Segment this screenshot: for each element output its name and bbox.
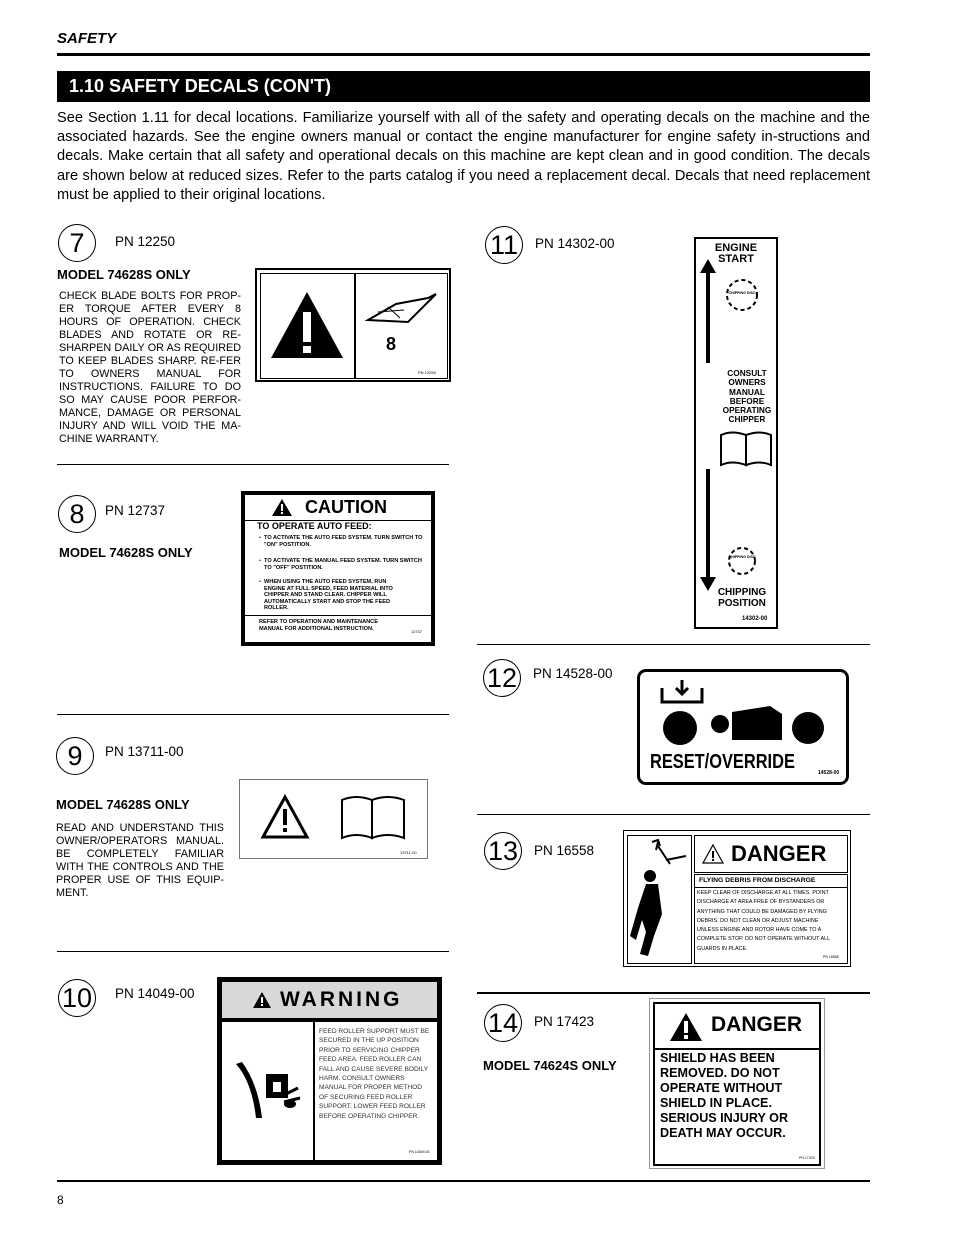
divider (477, 992, 870, 994)
warning-heading: WARNING (280, 988, 403, 1011)
decal-manual-panel (355, 273, 448, 379)
disc-label: CHIPPING DISC (728, 555, 756, 559)
model-label: MODEL 74628S ONLY (57, 267, 191, 282)
part-number: PN 14049-00 (115, 986, 195, 1001)
decal-number-14: 14 (484, 1004, 522, 1042)
page-number: 8 (57, 1193, 64, 1207)
caution-body: TO OPERATE AUTO FEED: • TO ACTIVATE THE AUTO FEED SYSTEM. TURN SWITCH TO "ON" POSTITION. • TO ACTIVATE THE MANUAL FEED SYSTEM. TURN SWITCH TO "OFF" POSTITION. • WHEN USING THE AUTO FEED SYSTEM, RUN ENGINE AT FULL SPEED, FEED MATERIAL INTO CHIPPER AND STAND CLEAR. CHIPPER WILL AUTOMATICALLY START AND STOP THE FEED ROLLER. REFER TO OPERATION AND MAINTENANCE MANUAL FOR ADDITIONAL INSTRUCTION. 12737 (245, 521, 431, 642)
reset-override-label: RESET/OVERRIDE (650, 751, 795, 773)
decal-description: READ AND UNDERSTAND THIS OWNER/OPERATORS MANUAL. BE COMPLETELY FAMILIAR WITH THE CONTROLS AND THE PROPER USE OF THIS EQUIP-MENT. (56, 822, 224, 899)
manual-book-icon (356, 274, 447, 378)
part-number: PN 12737 (105, 503, 166, 518)
part-number: PN 17423 (534, 1014, 595, 1029)
warning-triangle-icon (252, 991, 272, 1009)
decal-description: CHECK BLADE BOLTS FOR PROP-ER TORQUE AFTER EVERY 8 HOURS OF OPERATION. CHECK BLADES AND ROTATE OR RE-SHARPEN DAILY OR AS REQUIRED TO KEEP BLADES SHARP. RE-FER TO OWNERS MANUAL FOR INSTRUCTIONS. FAILURE TO DO SO MAY CAUSE POOR PERFOR-MANCE, DAMAGE OR PERSONAL INJURY AND WILL VOID THE MA-CHINE WARRANTY. (59, 290, 241, 445)
caution-heading: CAUTION (305, 497, 387, 517)
decal-number-8: 8 (58, 495, 96, 533)
decal-10-image (217, 977, 442, 1165)
danger-header (653, 1002, 821, 1050)
engine-start-label: ENGINE START (714, 242, 758, 265)
decal-warning-panel (260, 273, 355, 379)
warning-triangle-icon (260, 794, 310, 840)
feed-roller-hazard-icon (222, 1022, 313, 1160)
decal-tag: 12737 (411, 629, 423, 634)
danger-heading: DANGER (731, 841, 827, 866)
section-title: 1.10 SAFETY DECALS (CON'T) (57, 71, 870, 102)
model-label: MODEL 74628S ONLY (59, 545, 193, 560)
warning-text: FEED ROLLER SUPPORT MUST BE SECURED IN THE UP POSITION PRIOR TO SERVICING CHIPPER FEED AREA. FEED ROLLER CAN FALL AND CAUSE SEVERE BODILY HARM. CONSULT OWNERS MANUAL FOR PROPER METHOD OF SECURING FEED ROLLER SUPPORT. LOWER FEED ROLLER BEFORE OPERATING CHIPPER. (319, 1028, 430, 1120)
warning-pictogram (222, 1022, 313, 1160)
caution-bullet: WHEN USING THE AUTO FEED SYSTEM, RUN ENGINE AT FULL SPEED, FEED MATERIAL INTO CHIPPER AND STAND CLEAR. CHIPPER WILL AUTOMATICALLY START AND STOP THE FEED ROLLER. (264, 579, 393, 611)
decal-tag: 13711-00 (400, 850, 417, 855)
warning-triangle-icon (669, 1012, 703, 1042)
reset-override-pictogram (650, 676, 850, 752)
decal-tag: PN 17423 (799, 1156, 815, 1160)
part-number: PN 14528-00 (533, 666, 613, 681)
decal-9-image (239, 779, 428, 859)
position-arrow-icon (698, 257, 776, 597)
manual-book-icon (338, 792, 408, 842)
caution-footnote: REFER TO OPERATION AND MAINTENANCE MANUAL FOR ADDITIONAL INSTRUCTION. (259, 619, 378, 632)
decal-number-11: 11 (485, 226, 523, 264)
caution-bullet: TO ACTIVATE THE MANUAL FEED SYSTEM. TURN SWITCH TO "OFF" POSTITION. (264, 558, 422, 571)
decal-number-10: 10 (58, 979, 96, 1017)
divider (57, 464, 449, 465)
warning-header (222, 982, 437, 1018)
decal-tag: PN 14049-00 (409, 1150, 430, 1154)
part-number: PN 14302-00 (535, 236, 615, 251)
danger-body (694, 874, 848, 964)
divider (477, 814, 870, 815)
decal-tag: 14302-00 (742, 616, 768, 622)
decal-12-image (637, 669, 849, 785)
part-number: PN 16558 (534, 843, 595, 858)
chipping-position-label: CHIPPING POSITION (717, 587, 767, 609)
decal-tag: PN 16558 (823, 955, 839, 959)
disc-label: CHIPPING DISC (728, 291, 756, 295)
danger-text: KEEP CLEAR OF DISCHARGE AT ALL TIMES. POINT DISCHARGE AT AREA FREE OF BYSTANDERS OR ANYTHING THAT COULD BE DAMAGED BY FLYING DEBRIS. DO NOT CLEAN OR ADJUST MACHINE UNLESS ENGINE AND ROTOR HAVE COME TO A COMPLETE STOP. DO NOT OPERATE WITHOUT ALL GUARDS IN PLACE. (697, 890, 830, 952)
decal-11-image (694, 237, 778, 629)
danger-subheading: FLYING DEBRIS FROM DISCHARGE (699, 877, 816, 884)
page-header-title: SAFETY (57, 30, 117, 47)
danger-header (694, 835, 848, 873)
warning-triangle-icon (701, 843, 725, 865)
decal-tag: 14528-00 (818, 770, 840, 776)
part-number: PN 13711-00 (105, 744, 184, 759)
danger-heading: DANGER (711, 1013, 803, 1036)
decal-14-image (649, 998, 825, 1169)
divider (57, 951, 449, 952)
decal-8-image (241, 491, 435, 646)
danger-pictogram (627, 835, 692, 964)
divider (477, 644, 870, 645)
manual-book-icon (718, 429, 774, 469)
warning-triangle-icon (261, 274, 354, 378)
warning-body (315, 1022, 437, 1160)
header-rule (57, 53, 870, 56)
decal-number-13: 13 (484, 832, 522, 870)
model-label: MODEL 74624S ONLY (483, 1058, 617, 1073)
consult-manual-label: CONSULT OWNERS MANUAL BEFORE OPERATING CHIPPER (722, 368, 772, 425)
decal-number-7: 7 (58, 224, 96, 262)
decal-number-9: 9 (56, 737, 94, 775)
decal-13-image (623, 830, 851, 967)
divider (57, 714, 449, 715)
flying-debris-icon (628, 836, 691, 963)
intro-paragraph: See Section 1.11 for decal locations. Familiarize yourself with all of the safety and operating decals on the machine and the associated hazards. See the engine owners manual or contact the engine manufacturer for engine safety in-structions and decals. Make certain that all safety and operational decals on this machine are kept clean and in good condition. The decals are shown below at reduced sizes. Refer to the parts catalog if you need a replacement decal. Decals that need replacement must be applied to their original locations. (57, 110, 870, 203)
part-number: PN 12250 (115, 234, 176, 249)
model-label: MODEL 74628S ONLY (56, 797, 190, 812)
danger-text: SHIELD HAS BEEN REMOVED. DO NOT OPERATE WITHOUT SHIELD IN PLACE. SERIOUS INJURY OR DEATH MAY OCCUR. (660, 1051, 789, 1140)
decal-tag: PN 12250 (418, 370, 436, 375)
footer-rule (57, 1180, 870, 1182)
caution-bullet: TO ACTIVATE THE AUTO FEED SYSTEM. TURN SWITCH TO "ON" POSTITION. (264, 535, 423, 548)
caution-subheading: TO OPERATE AUTO FEED: (257, 521, 372, 531)
danger-body (653, 1050, 821, 1166)
hours-icon-text: 8 (386, 334, 397, 354)
decal-7-image (255, 268, 451, 382)
warning-triangle-icon (271, 498, 293, 517)
caution-header (245, 495, 431, 520)
decal-number-12: 12 (483, 659, 521, 697)
